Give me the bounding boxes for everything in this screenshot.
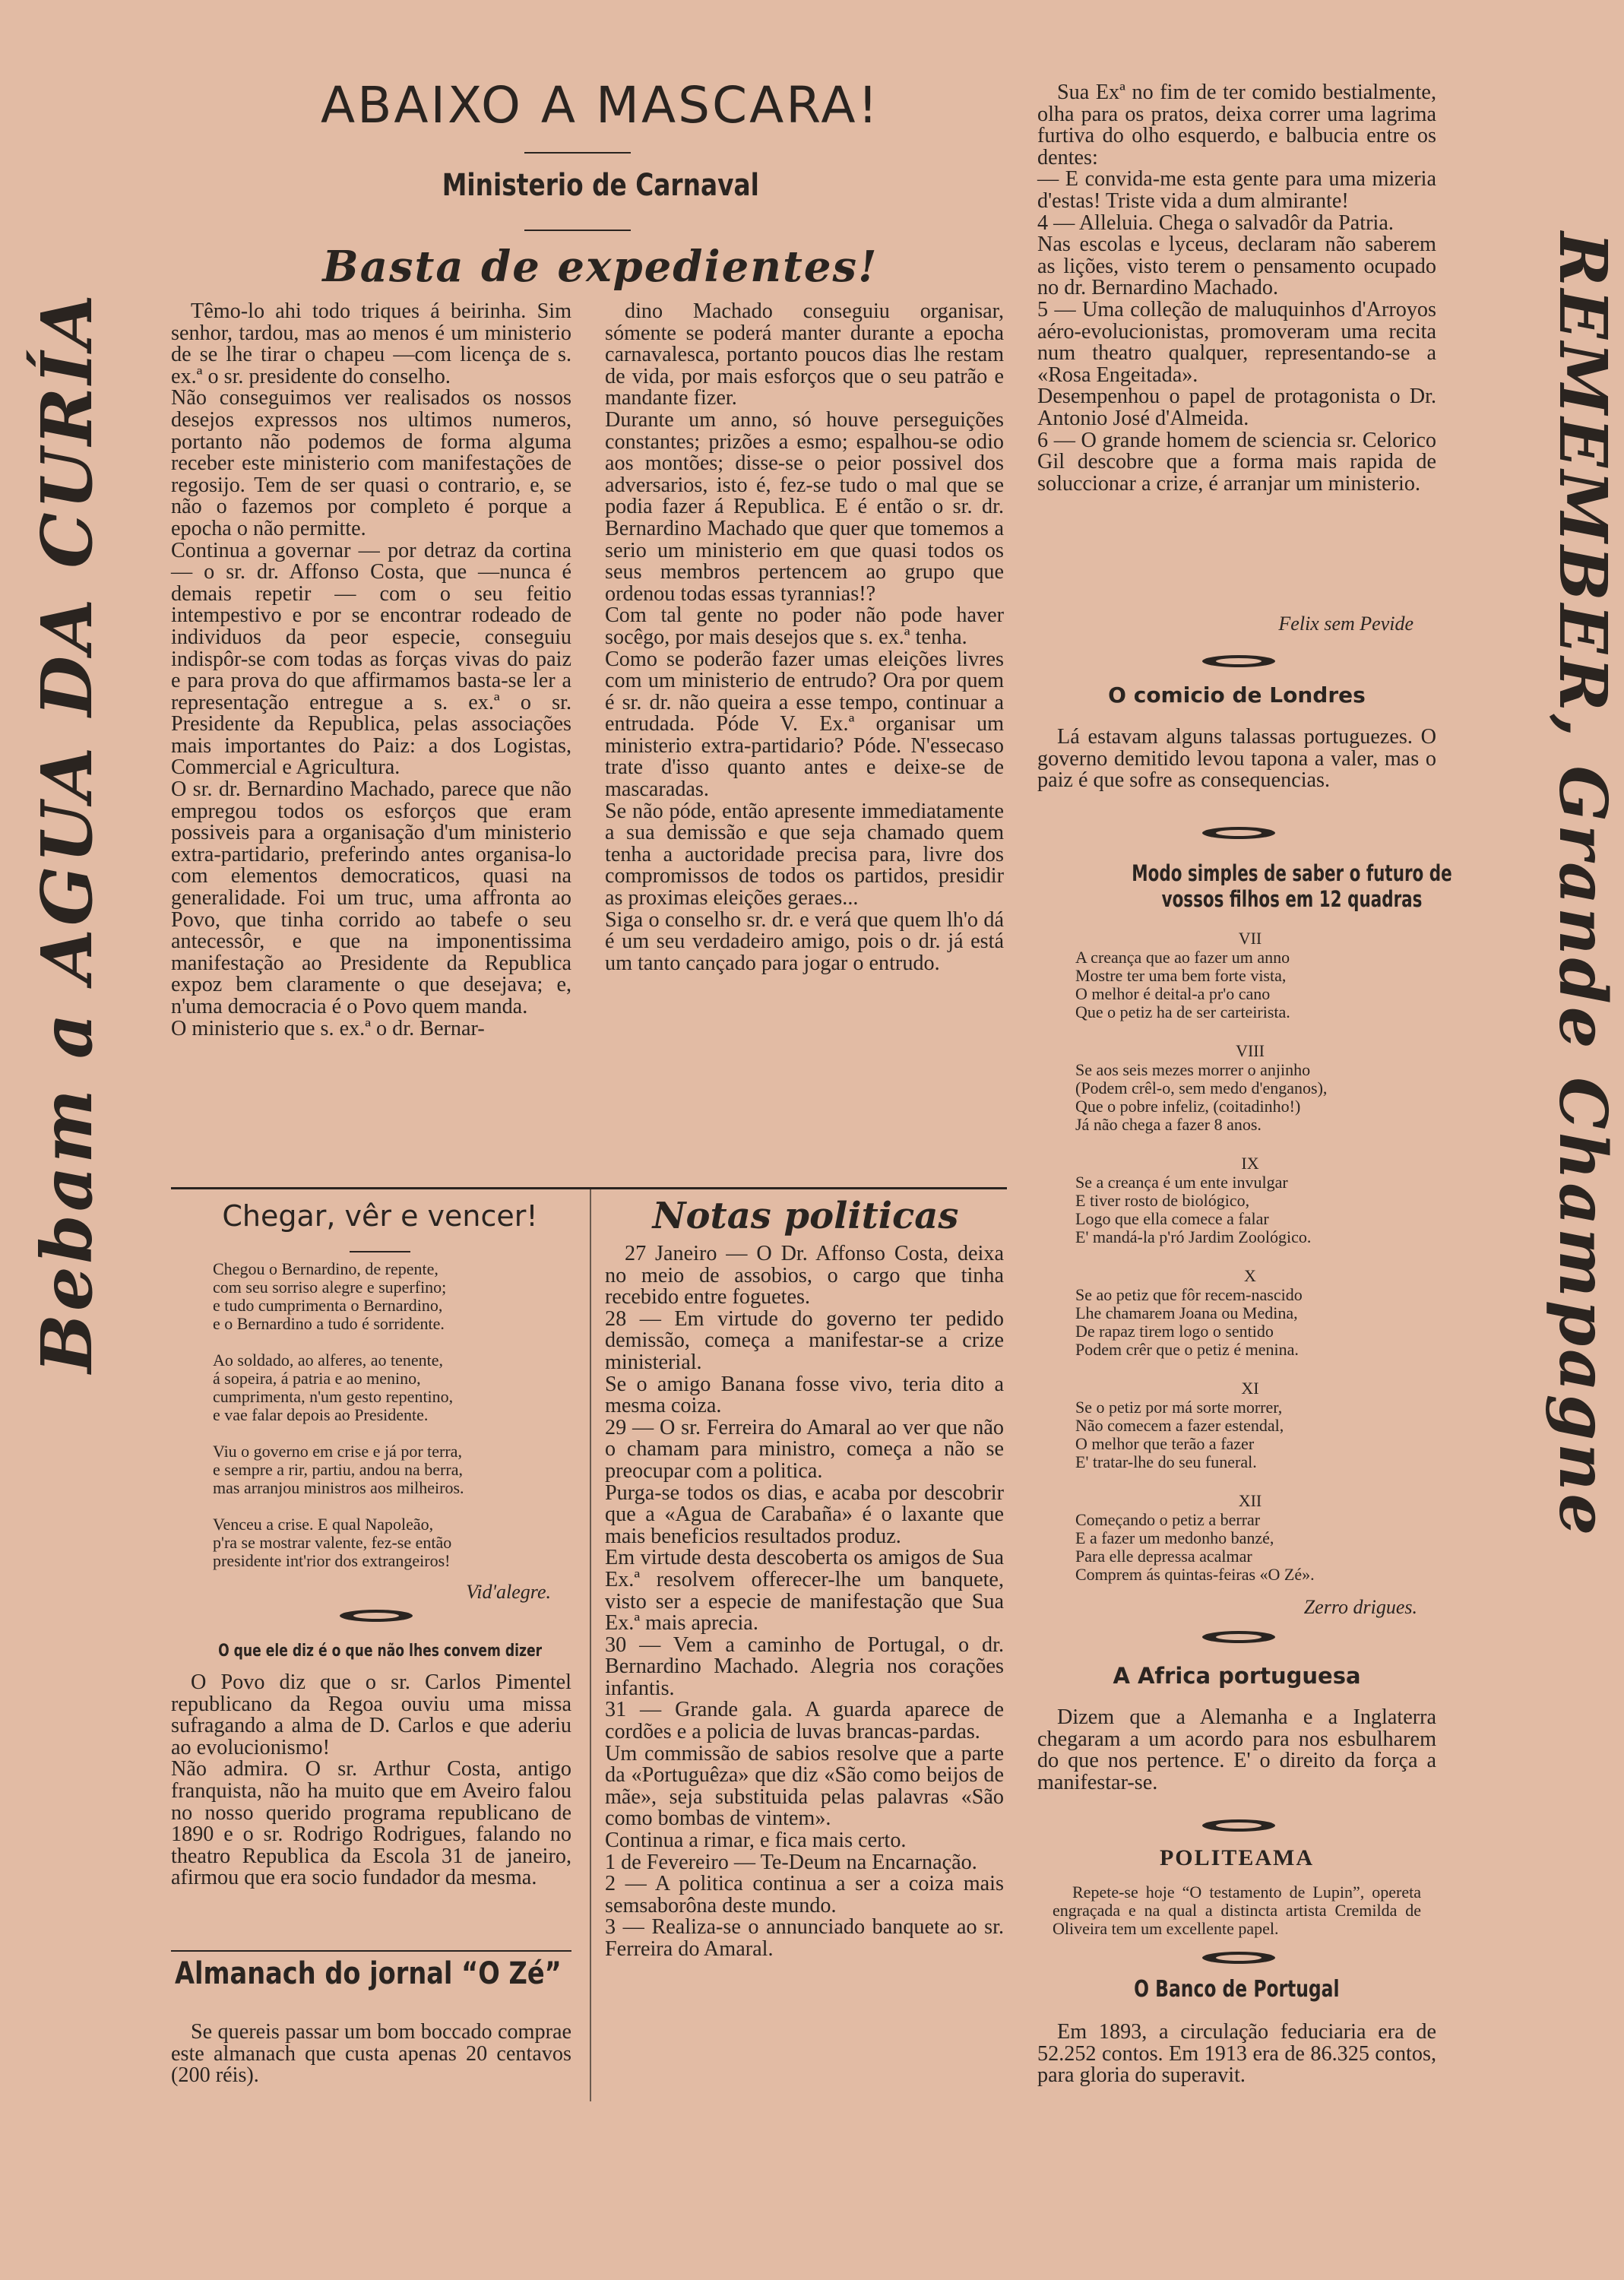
main-article-col1: Têmo-lo ahi todo triques á beirinha. Sim senhor, tardou, mas ao menos é um ministerio de se lhe tirar o chapeu —com licença de s. ex.ª o sr. presidente do conselho. Não conseguimos ver realisados os nossos desejos expressos nos ultimos numeros, portanto não podemos de forma alguma receber este ministerio com manifestações de regosijo. Tem de ser quasi o contrario, e, se não o fazemos por completo é porque a epocha o não permitte. Continua a governar — por detraz da cortina — o sr. dr. Affonso Costa, que —nunca é demais repetir — com o seu feitio intempestivo e por se encontrar rodeado de individuos da peor especie, conseguiu indispôr-se com todas as forças vivas do paiz e para prova do que affirmamos basta-se ler a representação entregue a s. ex.ª o sr. Presidente da Republica, pelas associações mais importantes do Paiz: a dos Logistas, Commercial e Agricultura. O sr. dr. Bernardino Machado, parece que não empregou todos os esforços que eram possiveis para a organisação d'um ministerio extra-partidario, preferindo antes organisa-lo com elementos democraticos, quasi na generalidade. Foi um truc, uma affronta ao Povo, que tinha corrido ao tabefe o seu antecessôr, e que na imponentissima manifestação ao Presidente da Republica expoz bem claramente o que desejava; e, n'uma democracia é o Povo quem manda. O ministerio que s. ex.ª o dr. Bernar- — [171, 299, 571, 1040]
title-rule — [524, 152, 631, 154]
quadra-number: XII — [1238, 1491, 1262, 1510]
almanach-title-text: Almanach do jornal “O Zé” — [175, 1956, 562, 1991]
quadra-x — [1075, 1266, 1425, 1359]
quadras-signature: Zerro drigues. — [1303, 1596, 1417, 1618]
subtitle-text: Ministerio de Carnaval — [442, 168, 759, 203]
modo-title — [1056, 860, 1452, 912]
right-vertical-banner: REMEMBER, Grande Champagne — [1544, 232, 1621, 1539]
main-article-col2: dino Machado conseguiu organisar, sómente se poderá manter durante a epocha carnavalesca, portanto poucos dias lhe restam de vida, por mais esforços que o seu patrão e mandante fizer. Durante um anno, só houve perseguições constantes; prizões a esmo; espalhou-se odio aos montões; disse-se o peior possivel dos adversarios, isto é, fez-se tudo o mal que se podia fazer á Republica. E é então o sr. dr. Bernardino Machado que quer que tomemos a serio um ministerio em que quasi todos os seus membros pertencem ao grupo que ordenou todas essas tyrannias!? Com tal gente no poder não pode haver socêgo, por mais desejos que s. ex.ª tenha. Como se poderão fazer umas eleições livres com um ministerio de entrudo? Ora por quem é sr. dr. não queira a esse tempo, continuar a entrudada. Póde V. Ex.ª organisar um ministerio extra-partidario? Póde. N'essecaso trate d'isso quanto antes e deixe-se de mascaradas. Se não póde, então apresente immediatamente a sua demissão e que seja chamado quem tenha a auctoridade precisa para, livre dos compromissos de todos os partidos, presidir as proximas eleições geraes... Siga o conselho sr. dr. e verá que quem lh'o dá é um seu verdadeiro amigo, pois o dr. já está um tanto cançado para jogar o entrudo. — [605, 299, 1004, 975]
ornament-divider-5 — [1201, 1818, 1277, 1833]
notas-title: Notas politicas — [652, 1195, 959, 1237]
section-divider — [171, 1187, 1007, 1189]
banco-text: Em 1893, a circulação feduciaria era de 52.252 contos. Em 1913 era de 86.325 contos, para gloria do superavit. — [1037, 2020, 1436, 2088]
quadra-number: XI — [1241, 1379, 1259, 1398]
quadra-text: A creança que ao fazer um anno Mostre ter uma bem forte vista, O melhor é deital-a pr'o cano Que o petiz ha de ser carteirista. — [1075, 948, 1290, 1021]
quadra-number: X — [1244, 1266, 1256, 1285]
comicio-title: O comicio de Londres — [1108, 682, 1366, 708]
comicio-text: Lá estavam alguns talassas portuguezes. O governo demitido levou tapona a valer, mas o paiz é que sofre as consequencias. — [1037, 725, 1436, 793]
main-heading: Basta de expedientes! — [322, 242, 878, 292]
main-title: ABAIXO A MASCARA! — [320, 76, 881, 135]
quadra-number: IX — [1241, 1154, 1259, 1173]
quadra-text: Se a creança é um ente invulgar E tiver rosto de biológico, Logo que ella comece a falar E' mandá-la p'ró Jardim Zoológico. — [1075, 1173, 1312, 1246]
almanach-text: Se quereis passar um bom boccado comprae este almanach que custa apenas 20 centavos (200 réis). — [171, 2020, 571, 2088]
chegar-title: Chegar, vêr e vencer! — [222, 1199, 538, 1233]
quadra-ix — [1075, 1154, 1425, 1246]
politeama-text: Repete-se hoje “O testamento de Lupin”, opereta engraçada e na qual a distincta artista Cremilda de Oliveira tem um excellente papel. — [1053, 1883, 1421, 1938]
quadra-number: VII — [1238, 929, 1262, 948]
right-top-signature: Felix sem Pevide — [1278, 613, 1413, 635]
almanach-rule — [171, 1950, 571, 1952]
chegar-signature: Vid'alegre. — [466, 1581, 551, 1603]
main-subtitle — [342, 167, 859, 203]
notas-text: 27 Janeiro — O Dr. Affonso Costa, deixa no meio de assobios, o cargo que tinha recebido entre foguetes. 28 — Em virtude do governo ter pedido demissão, começa a manifestar-se a crize ministerial. Se o amigo Banana fosse vivo, teria dito a mesma coiza. 29 — O sr. Ferreira do Amaral ao ver que não o chamam para ministro, começa a não se preocupar com a politica. Purga-se todos os dias, e acaba por descobrir que a «Agua de Carabaña» é o laxante que mais beneficios resultados produz. Em virtude desta descoberta os amigos de Sua Ex.ª resolvem offerecer-lhe um banquete, visto ser a especie de manifestação que Sua Ex.ª mais aprecia. 30 — Vem a caminho de Portugal, o dr. Bernardino Machado. Alegria nos corações infantis. 31 — Grande gala. A guarda aparece de cordões e a policia de luvas brancas-pardas. Um commissão de sabios resolve que a parte da «Portuguêza» que diz «São como beijos de mãe», seja substituida pelas palavras «São como bombas de vintem». Continua a rimar, e fica mais certo. 1 de Fevereiro — Te-Deum na Encarnação. 2 — A politica continua a ser a coiza mais semsaborôna deste mundo. 3 — Realiza-se o annunciado banquete ao sr. Ferreira do Amaral. — [605, 1242, 1004, 1961]
right-top-text: Sua Exª no fim de ter comido bestialmente, olha para os pratos, deixa correr uma lagrima furtiva do olho esquerdo, e balbucia entre os dentes: — E convida-me esta gente para uma mizeria d'estas! Triste vida a dum almirante! 4 — Alleluia. Chega o salvadôr da Patria. Nas escolas e lyceus, declaram não saberem as lições, visto terem o pensamento ocupado no dr. Bernardino Machado. 5 — Uma colleção de maluquinhos d'Arroyos aéro-evolucionistas, promoveram uma recita num theatro qualquer, representando-se a «Rosa Engeitada». Desempenhou o papel de protagonista o Dr. Antonio José d'Almeida. 6 — O grande homem de sciencia sr. Celorico Gil descobre que a forma mais rapida de soluccionar a crize, é arranjar um ministerio. — [1037, 81, 1436, 496]
chegar-rule — [350, 1251, 410, 1252]
oque-title — [171, 1642, 589, 1661]
politeama-title: POLITEAMA — [1159, 1845, 1314, 1870]
quadra-text: Se o petiz por má sorte morrer, Não comecem a fazer estendal, O melhor que terão a fazer E' tratar-lhe do seu funeral. — [1075, 1398, 1284, 1471]
ornament-divider-6 — [1201, 1950, 1277, 1965]
africa-text: Dizem que a Alemanha e a Inglaterra chegaram a um acordo para nos esbulharem do que nos pertence. E' o direito da força a manifestar-se. — [1037, 1705, 1436, 1794]
banco-title — [1037, 1976, 1436, 2003]
modo-title-text: Modo simples de saber o futuro de vossos filhos em 12 quadras — [1132, 860, 1452, 912]
banco-title-text: O Banco de Portugal — [1134, 1976, 1340, 2003]
africa-title: A Africa portuguesa — [1113, 1663, 1361, 1689]
left-vertical-banner: Bebam a AGUA DA CURÍA — [26, 291, 108, 1373]
ornament-divider-4 — [1201, 1629, 1277, 1645]
oque-title-text: O que ele diz é o que não lhes convem dizer — [217, 1642, 543, 1661]
quadra-text: Começando o petiz a berrar E a fazer um medonho banzé, Para elle depressa acalmar Comprem ás quintas-feiras «O Zé». — [1075, 1510, 1315, 1584]
oque-text: O Povo diz que o sr. Carlos Pimentel republicano da Regoa ouviu uma missa sufragando a alma de D. Carlos e que aderiu ao evolucionismo! Não admira. O sr. Arthur Costa, antigo franquista, não ha muito que em Aveiro falou no nosso querido programa republicano de 1890 e o sr. Rodrigo Rodrigues, falando no theatro Republica da Escola 31 de janeiro, afirmou que era socio fundador da mesma. — [171, 1670, 571, 1890]
quadra-vii — [1075, 929, 1425, 1021]
ornament-divider-1 — [338, 1608, 414, 1623]
quadra-xi — [1075, 1379, 1425, 1471]
ornament-divider-2 — [1201, 654, 1277, 669]
quadra-viii — [1075, 1041, 1425, 1134]
ornament-divider-3 — [1201, 825, 1277, 841]
almanach-title — [175, 1956, 600, 1991]
quadra-xii — [1075, 1491, 1425, 1584]
quadra-number: VIII — [1236, 1041, 1265, 1060]
chegar-poem: Chegou o Bernardino, de repente, com seu sorriso alegre e superfino; e tudo cumprimenta o Bernardino, e o Bernardino a tudo é sorridente. Ao soldado, ao alferes, ao tenente, á sopeira, á patria e ao menino, cumprimenta, n'um gesto repentino, e vae falar depois ao Presidente. Viu o governo em crise e já por terra, e sempre a rir, partiu, andou na berra, mas arranjou ministros aos milheiros. Venceu a crise. E qual Napoleão, p'ra se mostrar valente, fez-se então presidente int'rior dos extrangeiros! — [213, 1259, 464, 1570]
subtitle-rule — [524, 230, 631, 231]
quadra-text: Se ao petiz que fôr recem-nascido Lhe chamarem Joana ou Medina, De rapaz tirem logo o sentido Podem crêr que o petiz é menina. — [1075, 1285, 1303, 1359]
quadra-text: Se aos seis mezes morrer o anjinho (Podem crêl-o, sem medo d'enganos), Que o pobre infeliz, (coitadinho!) Já não chega a fazer 8 anos. — [1075, 1060, 1328, 1134]
